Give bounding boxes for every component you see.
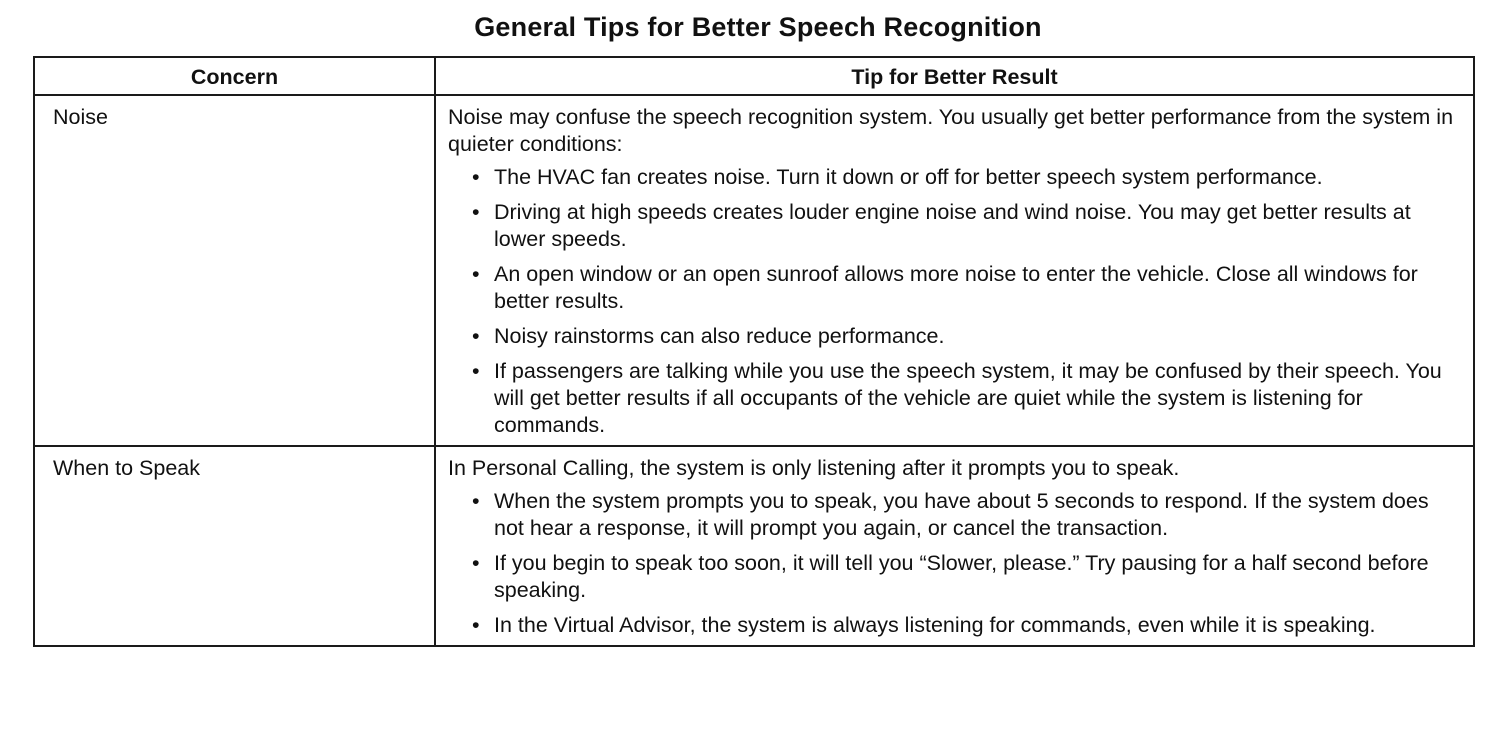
list-item	[472, 199, 1459, 253]
header-row	[34, 57, 1474, 95]
list-item-text: An open window or an open sunroof allows more noise to enter the vehicle. Close all windows for better results.	[494, 262, 1418, 313]
tip-list	[448, 488, 1459, 639]
tip-intro: In Personal Calling, the system is only listening after it prompts you to speak.	[448, 456, 1180, 480]
bullet-icon: •	[472, 165, 480, 189]
tip-list	[448, 164, 1459, 439]
list-item	[472, 164, 1459, 191]
list-item-text: If passengers are talking while you use the speech system, it may be confused by their speech. You will get better results if all occupants of the vehicle are quiet while the system is listening for commands.	[494, 359, 1442, 437]
bullet-icon: •	[472, 262, 480, 286]
table-row-when-to-speak	[34, 446, 1474, 646]
list-item	[472, 358, 1459, 439]
column-header-tip: Tip for Better Result	[435, 57, 1474, 95]
bullet-icon: •	[472, 324, 480, 348]
tip-intro: Noise may confuse the speech recognition system. You usually get better performance from the system in quieter conditions:	[448, 105, 1454, 156]
page-title: General Tips for Better Speech Recognition	[474, 12, 1042, 42]
list-item-text: Noisy rainstorms can also reduce performance.	[494, 324, 945, 348]
concern-cell: When to Speak	[34, 446, 435, 646]
list-item-text: When the system prompts you to speak, you have about 5 seconds to respond. If the system does not hear a response, it will prompt you again, or cancel the transaction.	[494, 489, 1429, 540]
tip-cell	[435, 95, 1474, 446]
bullet-icon: •	[472, 489, 480, 513]
tip-cell	[435, 446, 1474, 646]
list-item-text: In the Virtual Advisor, the system is always listening for commands, even while it is speaking.	[494, 613, 1376, 637]
list-item	[472, 488, 1459, 542]
list-item	[472, 550, 1459, 604]
list-item-text: Driving at high speeds creates louder engine noise and wind noise. You may get better results at lower speeds.	[494, 200, 1411, 251]
list-item	[472, 261, 1459, 315]
bullet-icon: •	[472, 359, 480, 383]
column-header-concern: Concern	[34, 57, 435, 95]
list-item-text: The HVAC fan creates noise. Turn it down or off for better speech system performance.	[494, 165, 1323, 189]
bullet-icon: •	[472, 200, 480, 224]
list-item	[472, 323, 1459, 350]
concern-cell: Noise	[34, 95, 435, 446]
table-row-noise	[34, 95, 1474, 446]
tips-table	[33, 56, 1475, 647]
list-item-text: If you begin to speak too soon, it will tell you “Slower, please.” Try pausing for a half second before speaking.	[494, 551, 1429, 602]
bullet-icon: •	[472, 551, 480, 575]
list-item	[472, 612, 1459, 639]
bullet-icon: •	[472, 613, 480, 637]
